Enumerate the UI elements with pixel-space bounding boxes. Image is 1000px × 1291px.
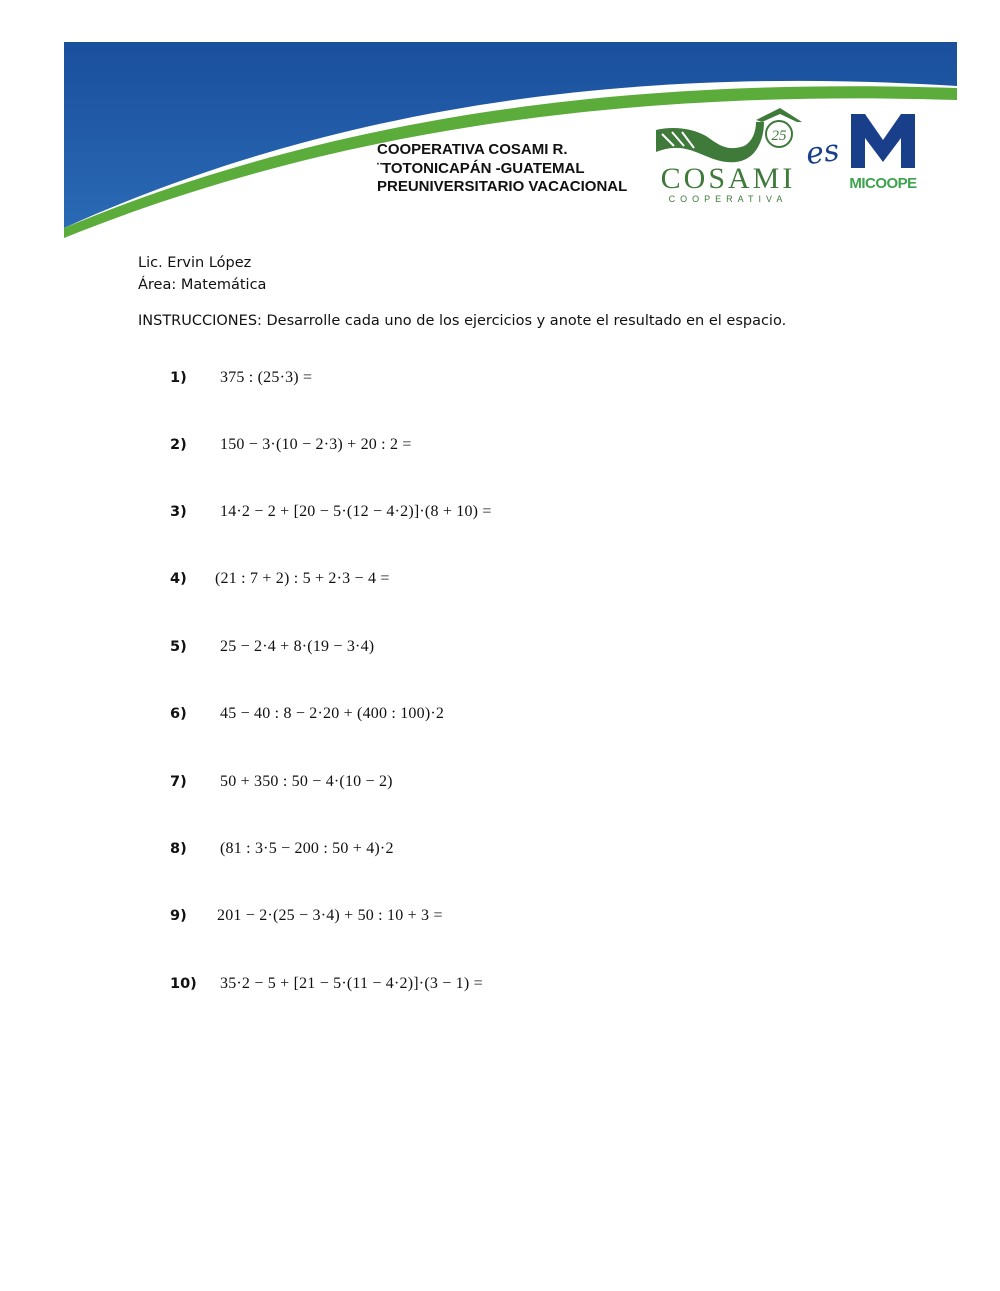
- subject-area: Área: Matemática: [138, 277, 267, 293]
- exercise-number: 9): [170, 908, 187, 924]
- header-title-block: [377, 141, 627, 197]
- micoope-person-head: [877, 118, 889, 130]
- header-line-3: PREUNIVERSITARIO VACACIONAL: [377, 178, 628, 195]
- exercise-1: [170, 368, 770, 398]
- exercise-expression: (21 : 7 + 2) : 5 + 2·3 − 4 =: [215, 570, 390, 587]
- cosami-house-roof: [756, 108, 802, 122]
- exercise-expression: (81 : 3·5 − 200 : 50 + 4)·2: [220, 840, 394, 857]
- instructions-text: INSTRUCCIONES: Desarrolle cada uno de los ejercicios y anote el resultado en el espacio.: [138, 313, 787, 329]
- logo-connector-text: es: [803, 132, 842, 173]
- header-line-2: ¨TOTONICAPÁN -GUATEMAL: [377, 159, 585, 177]
- exercise-number: 4): [170, 571, 187, 587]
- exercise-number: 8): [170, 841, 187, 857]
- exercise-number: 3): [170, 504, 187, 520]
- exercise-7: [170, 772, 770, 802]
- exercise-4: [170, 569, 770, 599]
- exercise-expression: 150 − 3·(10 − 2·3) + 20 : 2 =: [220, 436, 412, 453]
- micoope-logo: [843, 110, 923, 194]
- exercise-expression: 25 − 2·4 + 8·(19 − 3·4): [220, 638, 375, 655]
- exercise-number: 7): [170, 774, 187, 790]
- exercise-2: [170, 435, 770, 465]
- cosami-wordmark: COSAMI: [660, 162, 796, 195]
- exercise-number: 2): [170, 437, 187, 453]
- exercise-expression: 35·2 − 5 + [21 − 5·(11 − 4·2)]·(3 − 1) =: [220, 975, 483, 992]
- micoope-wordmark: MICOOPE: [849, 175, 917, 192]
- exercise-expression: 50 + 350 : 50 − 4·(10 − 2): [220, 773, 393, 790]
- exercise-expression: 201 − 2·(25 − 3·4) + 50 : 10 + 3 =: [217, 907, 443, 924]
- exercise-number: 10): [170, 976, 197, 992]
- exercise-expression: 375 : (25·3) =: [220, 369, 313, 386]
- exercise-number: 1): [170, 370, 187, 386]
- cosami-badge-text: 25: [771, 128, 787, 144]
- cosami-subtext: COOPERATIVA: [668, 194, 788, 204]
- exercise-expression: 45 − 40 : 8 − 2·20 + (400 : 100)·2: [220, 705, 445, 722]
- exercise-8: [170, 839, 770, 869]
- exercise-9: [170, 906, 770, 936]
- exercise-3: [170, 502, 770, 532]
- exercise-number: 5): [170, 639, 187, 655]
- exercise-10: [170, 974, 770, 1004]
- exercise-5: [170, 637, 770, 667]
- cosami-logo: [652, 108, 802, 204]
- cosami-swoosh: [656, 122, 764, 162]
- header-line-1: COOPERATIVA COSAMI R.: [377, 141, 568, 158]
- exercise-number: 6): [170, 706, 187, 722]
- exercise-6: [170, 704, 770, 734]
- teacher-name: Lic. Ervin López: [138, 255, 252, 271]
- exercise-expression: 14·2 − 2 + [20 − 5·(12 − 4·2)]·(8 + 10) =: [220, 503, 492, 520]
